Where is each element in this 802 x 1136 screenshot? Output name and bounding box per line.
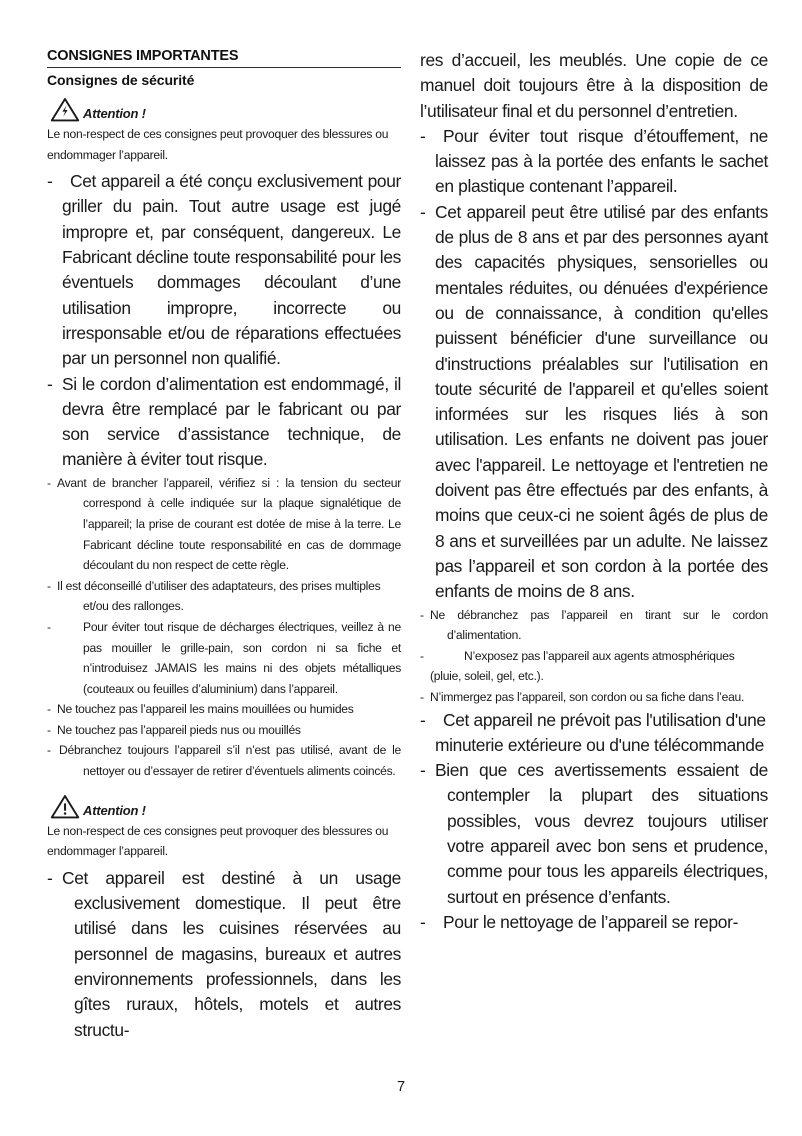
bullet-dash: - <box>420 760 426 781</box>
list-item-text: Débranchez toujours l’appareil s’il n’est pas utilisé, avant de le nettoyer ou d’essayer de retirer d’éventuels aliments coincés. <box>59 743 401 779</box>
bullet-dash: - <box>420 125 426 146</box>
bullet-dash: - <box>420 201 426 222</box>
list-item-text: Cet appareil peut être utilisé par des enfants de plus de 8 ans et par des personnes ayant des capacités physiques, sensorielles ou mentales réduites, ou dénuées d'expérience ou de connaissance, à condition qu'elles puissent bénéficier d'une surveillance ou d'instructions préalables sur l'utilisation en toute sécurité de l'appareil et qu'elles soient informées sur les risques liés à son utilisation. Les enfants ne doivent pas jouer avec l'appareil. Le nettoyage et l'entretien ne doivent pas être effectués par des enfants, à moins que ceux-ci ne soient âgés de plus de 8 ans et surveillées par un adulte. Ne laissez pas l’appareil et son cordon à la portée des enfants de moins de 8 ans. <box>435 201 768 602</box>
attention-note-1: Le non-respect de ces consignes peut provoquer des blessures ou endommager l’appareil. <box>47 127 389 162</box>
list-item-text: Pour éviter tout risque d’étouffement, ne laissez pas à la portée des enfants le sachet en plastique contenant l’appareil. <box>435 125 768 197</box>
bullet-dash: - <box>420 689 425 704</box>
list-item <box>47 169 401 371</box>
attention-block-1 <box>50 97 401 122</box>
list-item <box>47 866 401 1043</box>
title-divider <box>47 67 401 68</box>
list-item-text: N’exposez pas l’appareil aux agents atmosphériques (pluie, soleil, gel, etc.). <box>430 648 735 684</box>
list-item-text: Cet appareil a été conçu exclusivement pour griller du pain. Tout autre usage est jugé impropre et, par conséquent, dangereux. Le Fabricant décline toute responsabilité pour les éventuels dommages découlant d’une utilisation impropre, incorrecte ou irresponsable et/ou de réparations effectuées par un personnel non qualifié. <box>62 171 401 369</box>
list-item-text: Avant de brancher l’appareil, vérifiez si : la tension du secteur correspond à celle indiquée sur la plaque signalétique de l’appareil; la prise de courant est dotée de mise à la terre. Le Fabricant décline toute responsabilité en cas de dommage découlant du non respect de cette règle. <box>57 475 401 573</box>
list-item-text: Cet appareil ne prévoit pas l'utilisation d'une minuterie extérieure ou d'une télécommande <box>435 709 766 755</box>
bullet-dash: - <box>47 578 52 593</box>
warning-triangle-exclamation-icon <box>50 794 80 819</box>
bullet-dash: - <box>420 709 426 730</box>
attention-block-2 <box>50 794 401 819</box>
list-item-text: Pour le nettoyage de l’appareil se repor- <box>443 911 739 932</box>
list-item-text: Si le cordon d’alimentation est endommagé, il devra être remplacé par le fabricant ou par son service d’assistance technique, de manière à éviter tout risque. <box>62 373 401 470</box>
warning-triangle-lightning-icon <box>50 97 80 122</box>
attention-note-2: Le non-respect de ces consignes peut provoquer des blessures ou endommager l’appareil. <box>47 823 389 859</box>
page-title: CONSIGNES IMPORTANTES <box>47 48 239 64</box>
attention-label-1: Attention ! <box>83 106 146 121</box>
section-subtitle: Consignes de sécurité <box>47 72 195 88</box>
list-item-text: Ne débranchez pas l’appareil en tirant sur le cordon d’alimentation. <box>430 607 768 643</box>
attention-label-2: Attention ! <box>83 802 146 818</box>
bullet-dash: - <box>47 867 53 888</box>
list-item <box>47 473 401 576</box>
list-item-text: N’immergez pas l’appareil, son cordon ou sa fiche dans l’eau. <box>430 689 745 704</box>
list-item <box>420 687 768 708</box>
list-item <box>420 200 768 605</box>
list-item-text: Ne touchez pas l’appareil pieds nus ou mouillés <box>57 722 301 737</box>
list-item <box>420 708 768 759</box>
list-item <box>420 758 768 910</box>
list-item <box>47 372 401 473</box>
bullet-dash: - <box>47 373 53 394</box>
list-item <box>420 646 768 687</box>
list-item <box>47 720 401 741</box>
continuation-paragraph: res d’accueil, les meublés. Une copie de ce manuel doit toujours être à la disposition de l’utilisateur final et du personnel d’entretien. <box>420 50 768 121</box>
list-item <box>47 740 401 781</box>
bullet-dash: - <box>420 648 425 663</box>
list-item <box>420 910 768 935</box>
bullet-dash: - <box>47 702 52 717</box>
bullet-dash: - <box>47 722 52 737</box>
bullet-dash: - <box>47 619 52 634</box>
list-item-text: Il est déconseillé d’utiliser des adaptateurs, des prises multiples et/ou des rallonges. <box>57 578 381 614</box>
bullet-dash: - <box>420 911 426 932</box>
list-item <box>47 617 401 699</box>
list-item-text: Cet appareil est destiné à un usage exclusivement domestique. Il peut être utilisé dans les cuisines réservées au personnel de magasins, bureaux et autres environnements professionnels, dans les gîtes ruraux, hôtels, motels et autres structu- <box>62 867 401 1040</box>
list-item-text: Pour éviter tout risque de décharges électriques, veillez à ne pas mouiller le grille-pain, son cordon ni sa fiche et n’introduisez JAMAIS les mains ni des objets métalliques (couteaux ou feuilles d’aluminium) dans l’appareil. <box>83 619 401 696</box>
list-item <box>420 124 768 200</box>
left-column <box>47 48 401 1043</box>
bullet-dash: - <box>420 607 425 622</box>
bullet-dash: - <box>47 475 52 490</box>
list-item <box>420 605 768 646</box>
list-item <box>47 576 401 617</box>
list-item-text: Bien que ces avertissements essaient de contempler la plupart des situations possibles, vous devrez toujours utiliser votre appareil avec bon sens et prudence, comme pour tous les appareils électriques, surtout en présence d’enfants. <box>435 760 768 907</box>
right-column <box>420 48 768 935</box>
list-item-text: Ne touchez pas l’appareil les mains mouillées ou humides <box>57 702 354 717</box>
bullet-dash: - <box>47 743 52 758</box>
list-item <box>47 699 401 720</box>
page-number: 7 <box>396 1079 406 1095</box>
bullet-dash: - <box>47 171 53 192</box>
